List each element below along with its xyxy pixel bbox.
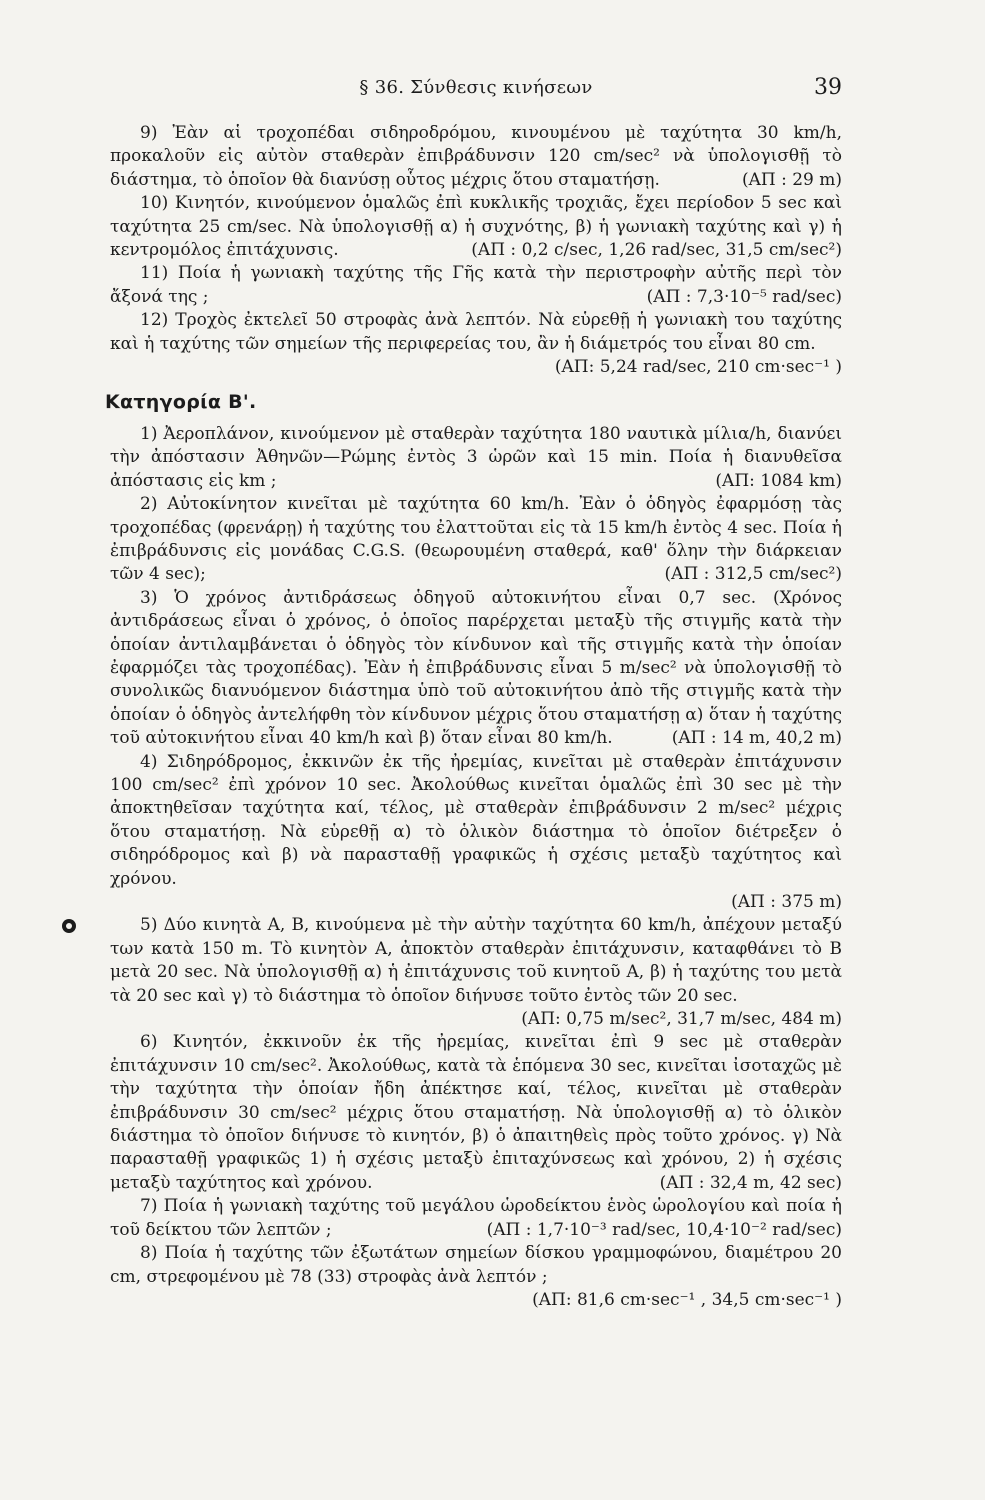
answer: (ΑΠ: 81,6 cm·sec⁻¹ , 34,5 cm·sec⁻¹ ) — [532, 1289, 842, 1310]
answer: (ΑΠ : 312,5 cm/sec²) — [664, 564, 842, 585]
problem-b5 — [110, 914, 842, 1031]
problem-text: 6) Κινητόν, ἐκκινοῦν ἐκ τῆς ἠρεμίας, κινεῖται ἐπὶ 9 sec μὲ σταθερὰν ἐπιτάχυνσιν 10 cm/sec². Ἀκολούθως, κατὰ τὰ ἑπόμενα 30 sec, κινεῖται ἰσοταχῶς μὲ τὴν ταχύτητα τὴν ὁποίαν ἤδη ἀπέκτησε καί, τέλος, κινεῖται μὲ σταθερὰν ἐπιβράδυνσιν 30 cm/sec² μέχρις ὅτου σταματήσῃ. Νὰ ὑπολογισθῇ α) τὸ ὁλικὸν διάστημα τὸ ὁποῖον διήνυσε τὸ κινητόν, β) ὁ ἀπαιτηθεὶς πρὸς τοῦτο χρόνος. γ) Νὰ παρασταθῇ γραφικῶς 1) ἡ σχέσις μεταξὺ ἐπιταχύνσεως καὶ χρόνου, 2) ἡ σχέσις μεταξὺ ταχύτητος καὶ χρόνου. — [110, 1032, 842, 1193]
problem-text: 8) Ποία ἡ ταχύτης τῶν ἐξωτάτων σημείων δίσκου γραμμοφώνου, διαμέτρου 20 cm, στρεφομένου μὲ 78 (33) στροφὰς ἀνὰ λεπτόν ; — [110, 1243, 842, 1287]
problem-10 — [110, 192, 842, 262]
problem-text: 4) Σιδηρόδρομος, ἐκκινῶν ἐκ τῆς ἠρεμίας, κινεῖται μὲ σταθερὰν ἐπιτάχυνσιν 100 cm/sec² ἐπὶ χρόνον 10 sec. Ἀκολούθως κινεῖται ὁμαλῶς ἐπὶ 30 sec μὲ τὴν ἀποκτηθεῖσαν ταχύτητα καί, τέλος, μὲ σταθερὰν ἐπιβράδυνσιν 2 m/sec² μέχρις ὅτου σταματήσῃ. Νὰ εὑρεθῇ α) τὸ ὁλικὸν διάστημα τὸ ὁποῖον διέτρεξεν ὁ σιδηρόδρομος καὶ β) νὰ παρασταθῇ γραφικῶς ἡ σχέσις μεταξὺ ταχύτητος καὶ χρόνου. — [110, 751, 842, 889]
problem-b2 — [110, 493, 842, 587]
answer: (ΑΠ : 375 m) — [731, 892, 842, 912]
book-page — [105, 0, 842, 1500]
problem-text: 11) Ποία ἡ γωνιακὴ ταχύτης τῆς Γῆς κατὰ τὴν περιστροφὴν αὐτῆς περὶ τὸν ἄξονά της ; — [110, 263, 842, 307]
problem-text: 9) Ἐὰν αἱ τροχοπέδαι σιδηροδρόμου, κινουμένου μὲ ταχύτητα 30 km/h, προκαλοῦν εἰς αὐτὸν σταθερὰν ἐπιβράδυνσιν 120 cm/sec² νὰ ὑπολογισθῇ τὸ διάστημα, τὸ ὁποῖον θὰ διανύσῃ οὗτος μέχρις ὅτου σταματήσῃ. — [110, 123, 842, 190]
problem-b6 — [110, 1031, 842, 1195]
answer: (ΑΠ: 1084 km) — [715, 470, 842, 491]
problem-b8 — [110, 1242, 842, 1312]
problem-text: 3) Ὁ χρόνος ἀντιδράσεως ὁδηγοῦ αὐτοκινήτου εἶναι 0,7 sec. (Χρόνος ἀντιδράσεως εἶναι ὁ χρόνος, ὁ ὁποῖος παρέρχεται μεταξὺ τῆς στιγμῆς κατὰ τὴν ὁποίαν ἀντιλαμβάνεται ὁ ὁδηγὸς τὸν κίνδυνον καὶ τῆς στιγμῆς κατὰ τὴν ὁποίαν ἐφαρμόζει τὰς τροχοπέδας). Ἐὰν ἡ ἐπιβράδυνσις εἶναι 5 m/sec² νὰ ὑπολογισθῇ τὸ συνολικῶς διανυόμενον διάστημα ὑπὸ τοῦ αὐτοκινήτου ἀπὸ τῆς στιγμῆς κατὰ τὴν ὁποίαν ὁ ὁδηγὸς ἀντελήφθη τὸν κίνδυνον μέχρις ὅτου σταματήσῃ α) ὅταν ἡ ταχύτης τοῦ αὐτοκινήτου εἶναι 40 km/h καὶ β) ὅταν εἶναι 80 km/h. — [110, 587, 842, 749]
category-b-heading: Κατηγορία Β'. — [105, 391, 257, 414]
answer: (ΑΠ: 5,24 rad/sec, 210 cm·sec⁻¹ ) — [554, 357, 842, 378]
problem-b3 — [110, 587, 842, 751]
page-body — [105, 122, 842, 1312]
answer: (ΑΠ : 1,7·10⁻³ rad/sec, 10,4·10⁻² rad/sec) — [486, 1219, 842, 1240]
problem-b4 — [110, 751, 842, 915]
problem-text: 7) Ποία ἡ γωνιακὴ ταχύτης τοῦ μεγάλου ὡροδείκτου ἑνὸς ὡρολογίου καὶ ποία ἡ τοῦ δείκτου τῶν λεπτῶν ; — [110, 1196, 842, 1240]
page-number: 39 — [814, 75, 842, 100]
answer: (ΑΠ : 29 m) — [741, 169, 842, 190]
problem-text: 12) Τροχὸς ἐκτελεῖ 50 στροφὰς ἀνὰ λεπτόν. Νὰ εὑρεθῇ ἡ γωνιακὴ του ταχύτης καὶ ἡ ταχύτης τῶν σημείων τῆς περιφερείας του, ἂν ἡ διάμετρός του εἶναι 80 cm. — [110, 310, 842, 354]
problem-12 — [110, 309, 842, 379]
problem-text: 2) Αὐτοκίνητον κινεῖται μὲ ταχύτητα 60 km/h. Ἐὰν ὁ ὁδηγὸς ἐφαρμόσῃ τὰς τροχοπέδας (φρενάρῃ) ἡ ταχύτης του ἐλαττοῦται εἰς τὰ 15 km/h ἐντὸς 4 sec. Ποία ἡ ἐπιβράδυνσις εἰς μονάδας C.G.S. (θεωρουμένη σταθερά, καθ' ὅλην τὴν διάρκειαν τῶν 4 sec); — [110, 494, 842, 585]
running-header — [110, 76, 842, 104]
section-title: § 36. Σύνθεσις κινήσεων — [359, 77, 593, 98]
marker-circle-icon — [62, 919, 76, 933]
problem-text: 10) Κινητόν, κινούμενον ὁμαλῶς ἐπὶ κυκλικῆς τροχιᾶς, ἔχει περίοδον 5 sec καὶ ταχύτητα 25 cm/sec. Νὰ ὑπολογισθῇ α) ἡ συχνότης, β) ἡ γωνιακὴ ταχύτης καὶ γ) ἡ κεντρομόλος ἐπιτάχυνσις. — [110, 193, 842, 261]
answer: (ΑΠ : 0,2 c/sec, 1,26 rad/sec, 31,5 cm/sec²) — [471, 240, 842, 261]
problem-9 — [110, 122, 842, 192]
problem-b1 — [110, 423, 842, 493]
problem-11 — [110, 262, 842, 309]
problem-text: 5) Δύο κινητὰ Α, Β, κινούμενα μὲ τὴν αὐτὴν ταχύτητα 60 km/h, ἀπέχουν μεταξύ των κατὰ 150 m. Τὸ κινητὸν Α, ἀποκτὸν σταθερὰν ἐπιτάχυνσιν, καταφθάνει τὸ Β μετὰ 20 sec. Νὰ ὑπολογισθῇ α) ἡ ἐπιτάχυνσις τοῦ κινητοῦ Α, β) ἡ ταχύτης του μετὰ τὰ 20 sec καὶ γ) τὸ διάστημα τὸ ὁποῖον διήνυσε τοῦτο ἐντὸς τῶν 20 sec. — [110, 915, 842, 1006]
answer: (ΑΠ: 0,75 m/sec², 31,7 m/sec, 484 m) — [521, 1009, 842, 1030]
problem-text: 1) Ἀεροπλάνον, κινούμενον μὲ σταθερὰν ταχύτητα 180 ναυτικὰ μίλια/h, διανύει τὴν ἀπόστασιν Ἀθηνῶν—Ρώμης ἐντὸς 3 ὡρῶν καὶ 15 min. Ποία ἡ διανυθεῖσα ἀπόστασις εἰς km ; — [110, 423, 842, 491]
answer: (ΑΠ : 14 m, 40,2 m) — [671, 728, 842, 749]
answer: (ΑΠ : 7,3·10⁻⁵ rad/sec) — [646, 286, 842, 307]
answer: (ΑΠ : 32,4 m, 42 sec) — [659, 1172, 842, 1193]
problem-b7 — [110, 1195, 842, 1242]
